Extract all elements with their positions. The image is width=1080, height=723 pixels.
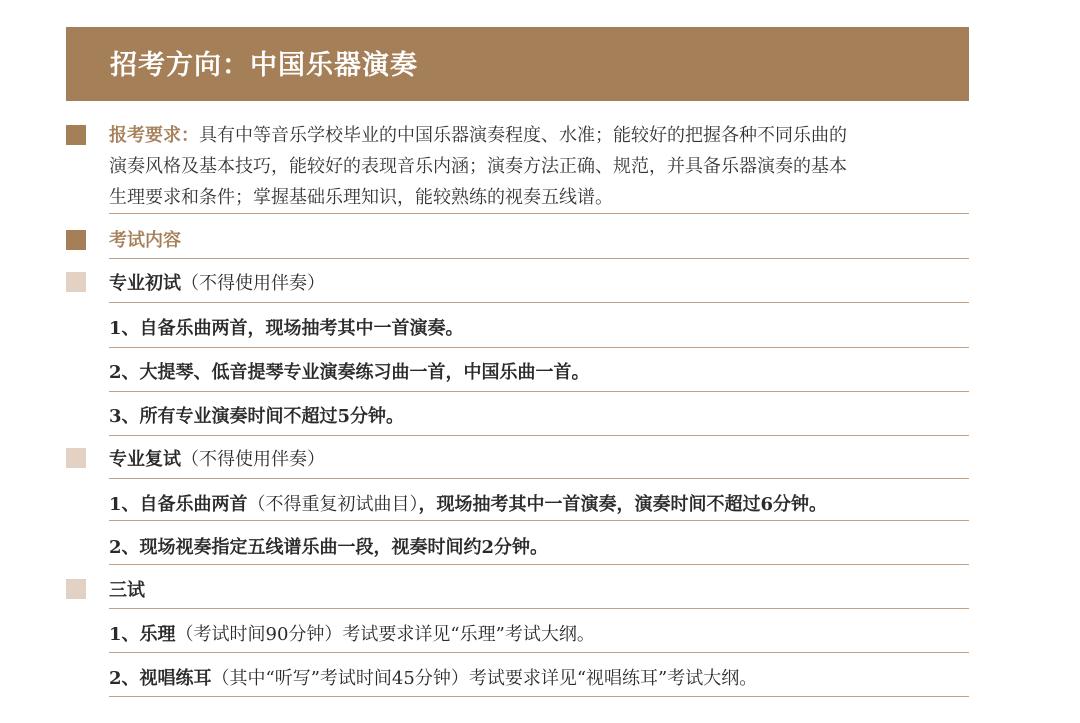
header-banner: [66, 27, 969, 101]
preliminary-title: 专业初试: [109, 273, 181, 294]
page-title: 招考方向：中国乐器演奏: [110, 50, 418, 81]
divider: [109, 696, 969, 697]
requirements-line-1: 报考要求：具有中等音乐学校毕业的中国乐器演奏程度、水准；能较好的把握各种不同乐曲的: [109, 125, 847, 146]
preliminary-note: （不得使用伴奏）: [181, 273, 325, 294]
requirements-line-3: 生理要求和条件；掌握基础乐理知识，能较熟练的视奏五线谱。: [109, 187, 613, 208]
divider: [109, 520, 969, 521]
second-round-heading: [109, 445, 325, 471]
divider: [109, 213, 969, 214]
divider: [109, 652, 969, 653]
divider: [109, 608, 969, 609]
second-round-item: 1、自备乐曲两首（不得重复初试曲目），现场抽考其中一首演奏，演奏时间不超过6分钟。: [109, 494, 828, 515]
exam-content-marker: [66, 230, 86, 250]
divider: [109, 302, 969, 303]
divider: [109, 435, 969, 436]
third-round-item: 2、视唱练耳（其中“听写”考试时间45分钟）考试要求详见“视唱练耳”考试大纲。: [109, 668, 758, 689]
third-round-item: 1、乐理（考试时间90分钟）考试要求详见“乐理”考试大纲。: [109, 624, 595, 645]
divider: [109, 478, 969, 479]
second-round-title: 专业复试: [109, 449, 181, 470]
divider: [109, 347, 969, 348]
preliminary-item: 2、大提琴、低音提琴专业演奏练习曲一首，中国乐曲一首。: [109, 362, 590, 383]
divider: [109, 564, 969, 565]
second-round-item: 2、现场视奏指定五线谱乐曲一段，视奏时间约2分钟。: [109, 537, 549, 558]
requirements-paragraph: [109, 120, 969, 213]
preliminary-marker: [66, 272, 86, 292]
preliminary-item: 1、自备乐曲两首，现场抽考其中一首演奏。: [109, 318, 464, 339]
requirements-label: 报考要求：: [109, 125, 199, 146]
divider: [109, 391, 969, 392]
requirements-marker: [66, 125, 86, 145]
third-round-title: 三试: [109, 580, 145, 601]
second-round-marker: [66, 448, 86, 468]
exam-content-title: 考试内容: [109, 230, 181, 251]
second-round-note: （不得使用伴奏）: [181, 449, 325, 470]
third-round-marker: [66, 579, 86, 599]
preliminary-heading: [109, 269, 325, 295]
divider: [109, 258, 969, 259]
preliminary-item: 3、所有专业演奏时间不超过5分钟。: [109, 406, 405, 427]
requirements-line-2: 演奏风格及基本技巧，能较好的表现音乐内涵；演奏方法正确、规范，并具备乐器演奏的基本: [109, 156, 847, 177]
